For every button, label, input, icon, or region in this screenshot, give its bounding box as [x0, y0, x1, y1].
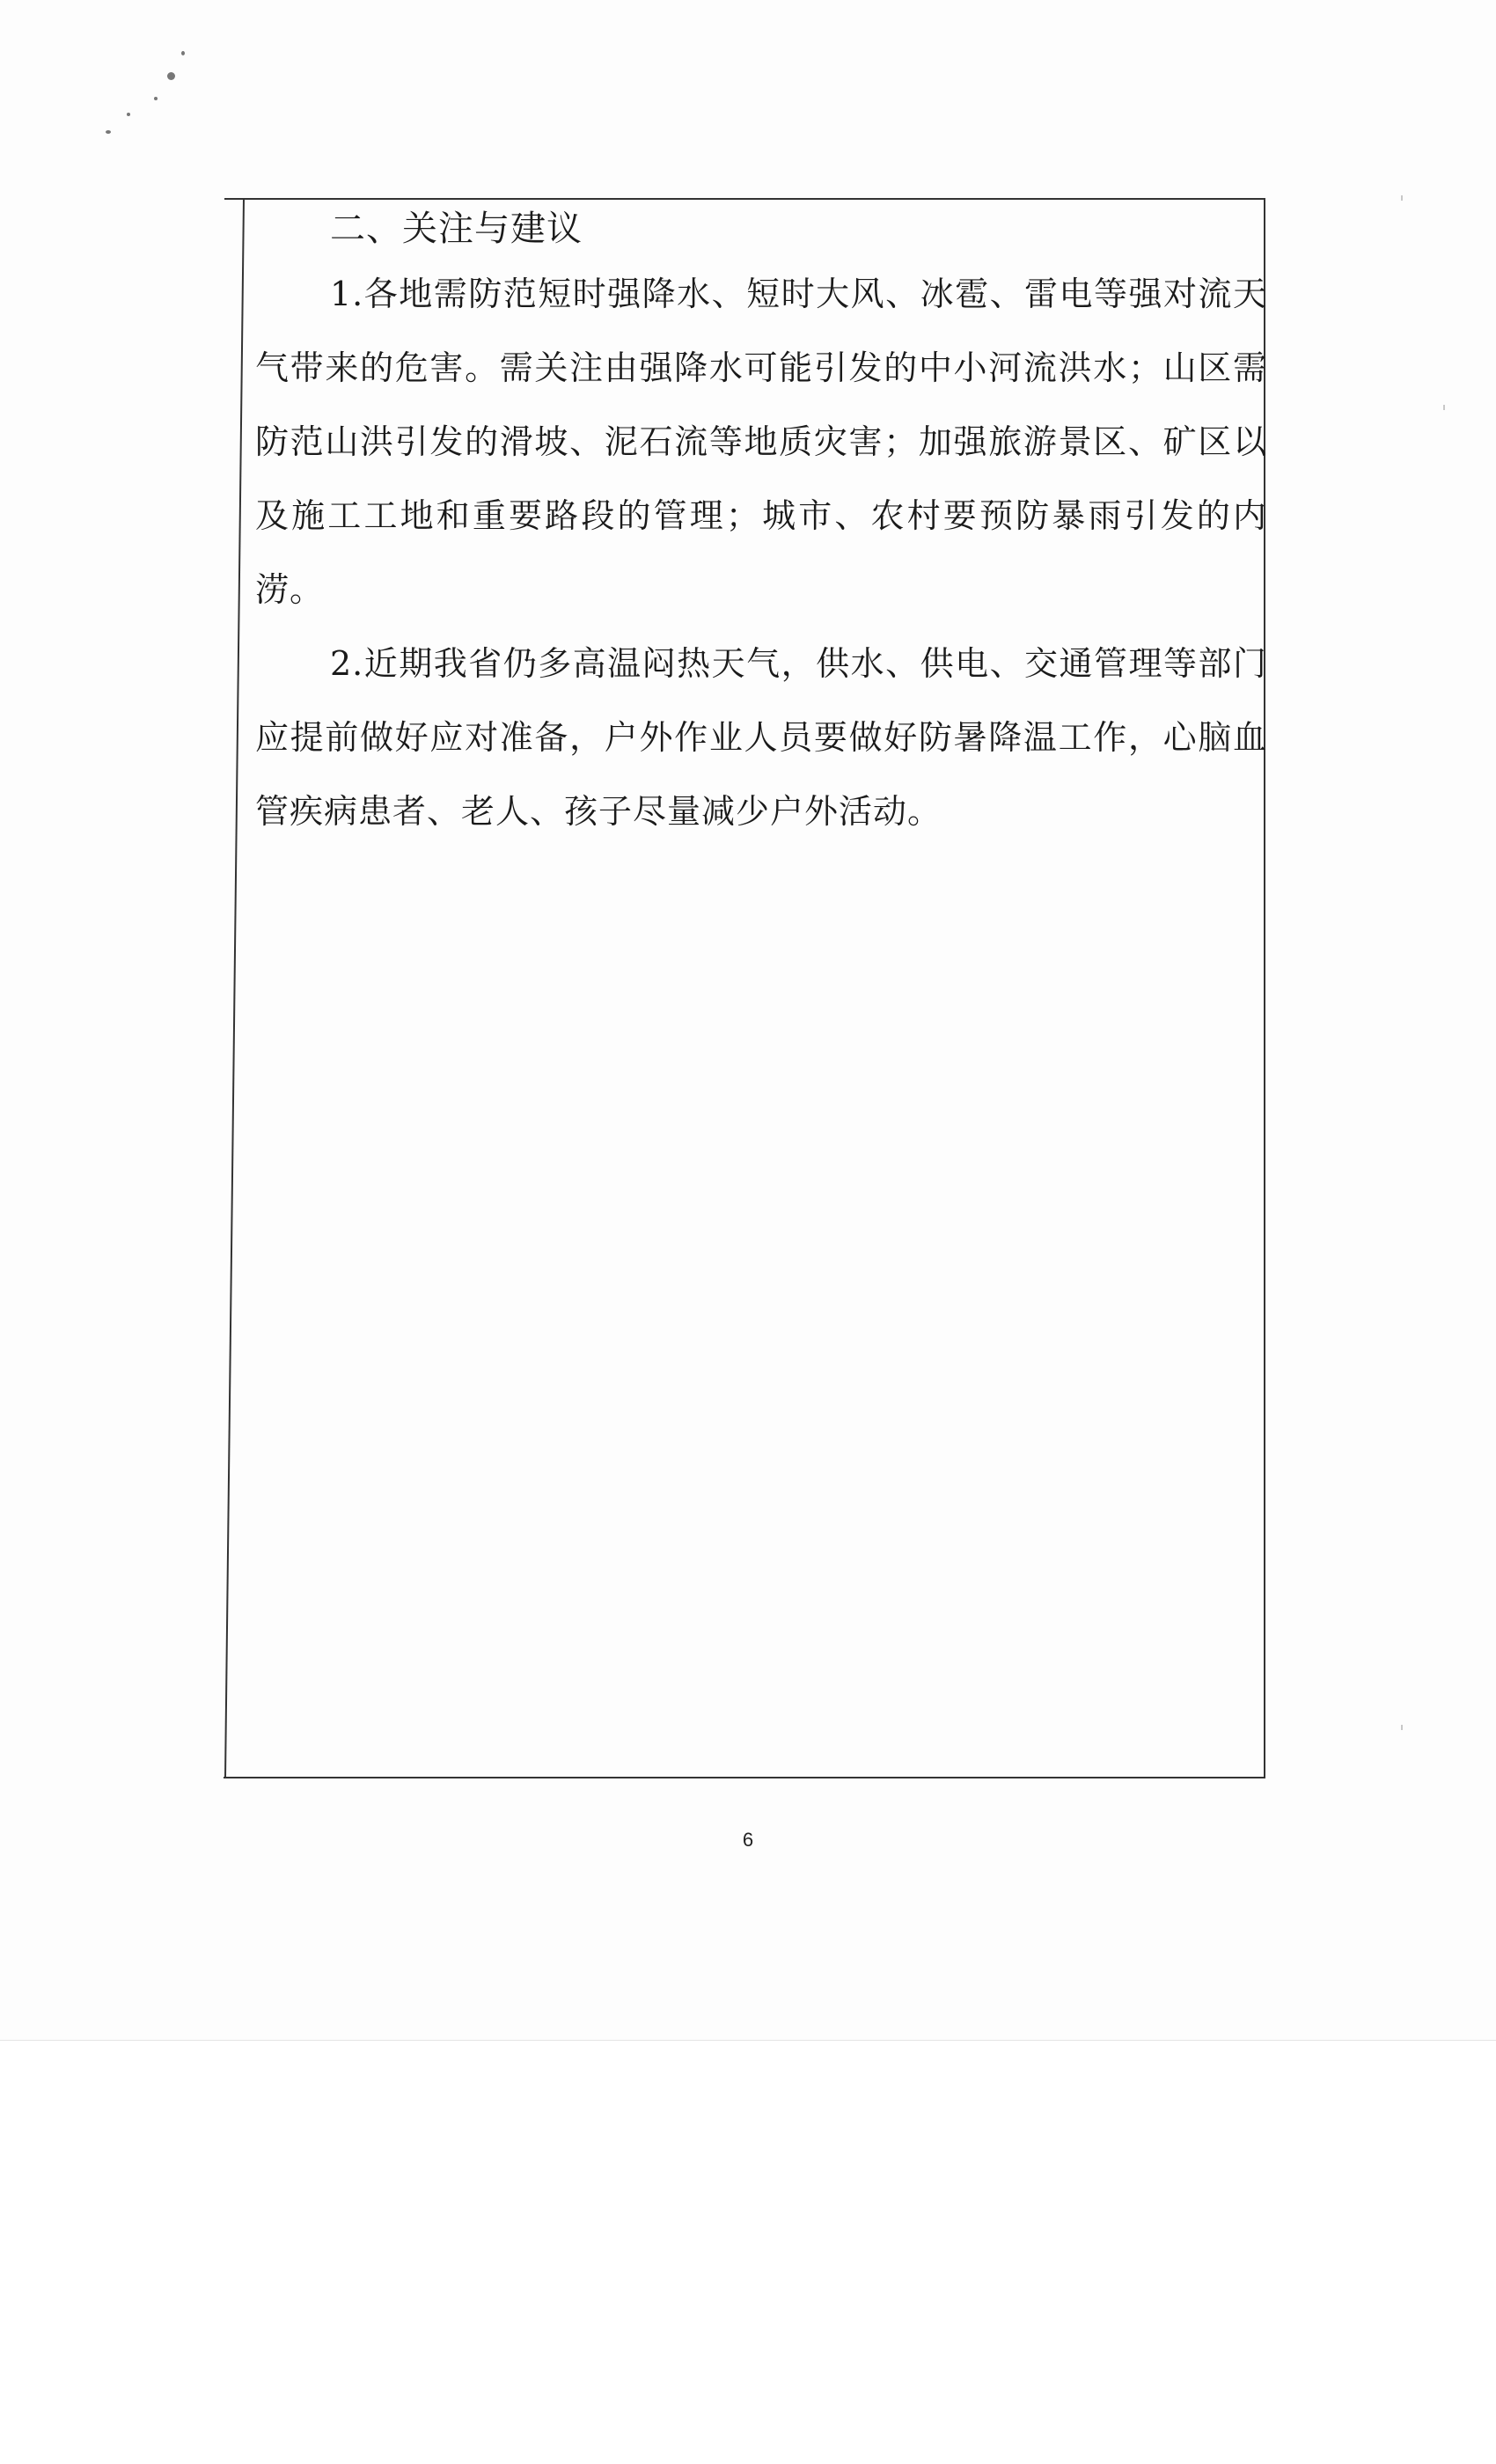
scan-mark: [1443, 405, 1445, 410]
scan-speck: [181, 51, 185, 55]
paragraph-2: 2.近期我省仍多高温闷热天气，供水、供电、交通管理等部门应提前做好应对准备，户外作业人员要做好防暑降温工作，心脑血管疾病患者、老人、孩子尽量减少户外活动。: [255, 644, 1267, 831]
scan-speck: [127, 113, 130, 116]
scan-speck: [106, 130, 111, 134]
scan-speck: [167, 72, 175, 80]
scan-mark: [1401, 195, 1403, 201]
section-heading: 二、关注与建议: [330, 209, 583, 249]
content-frame-corner: [224, 1777, 250, 1778]
paragraph-1: 1.各地需防范短时强降水、短时大风、冰雹、雷电等强对流天气带来的危害。需关注由强降水可能引发的中小河流洪水；山区需防范山洪引发的滑坡、泥石流等地质灾害；加强旅游景区、矿区以及施工工地和重要路段的管理；城市、农村要预防暴雨引发的内涝。: [255, 275, 1267, 609]
document-body: [255, 201, 1267, 848]
scan-speck: [154, 97, 158, 100]
page-number: 6: [742, 1829, 754, 1851]
scan-mark: [1401, 1725, 1403, 1730]
